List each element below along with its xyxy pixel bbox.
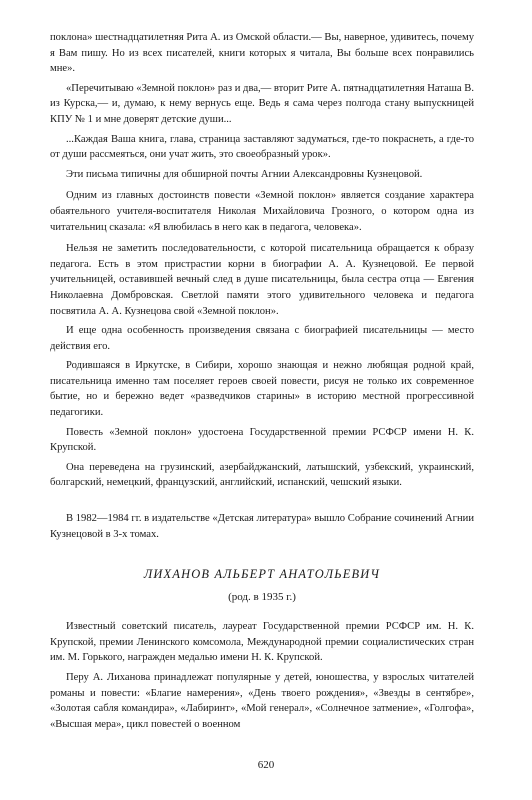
author-years: (род. в 1935 г.) — [228, 591, 296, 604]
author-heading: ЛИХАНОВ АЛЬБЕРТ АНАТОЛЬЕВИЧ — [143, 567, 381, 582]
bio-paragraph: Перу А. Лиханова принадлежат популярные у детей, юношества, у взрослых читателей романы и повести: «Благие намерения», «День твоего рождения», «Звезды в сентябре», «Золотая сабля командира», «Лабиринт», «Мой генерал», «Солнечное затмение», «Голгофа», «Высшая мера», цикл повестей о военном — [50, 672, 474, 730]
body-paragraph: Родившаяся в Иркутске, в Сибири, хорошо знающая и нежно любящая родной край, писательница именно там поселяет героев своей повести, рисуя не только их современное бытие, но и бережно ведет «разведчиков старины» в историю местной прогрессивной педагогики. — [50, 360, 474, 419]
body-paragraph: Одним из главных достоинств повести «Земной поклон» является создание характера обаятельного учителя-воспитателя Николая Михайловича Грозного, о котором одна из читательниц сказала: «Я влюбилась в него как в педагога, человека». — [50, 190, 474, 233]
body-paragraph: Эти письма типичны для обширной почты Агнии Александровны Кузнецовой. — [66, 168, 423, 180]
bio-paragraph: Известный советский писатель, лауреат Государственной премии РСФСР им. Н. К. Крупской, премии Ленинского комсомола, Международной премии социалистических стран им. М. Горького, награжден медалью имени Н. К. Крупской. — [50, 621, 474, 664]
body-paragraph: Повесть «Земной поклон» удостоена Государственной премии РСФСР имени Н. К. Крупской. — [50, 426, 474, 454]
body-paragraph: поклона» шестнадцатилетняя Рита А. из Омской области.— Вы, наверное, удивитесь, почему я Вам пишу. Но из всех писателей, книги которых я читала, Вы больше всех понравились мне». — [50, 32, 474, 75]
body-paragraph: ...Каждая Ваша книга, глава, страница заставляют задуматься, где-то покраснеть, а где-то от души рассмеяться, они учат жить, это своеобразный урок». — [50, 133, 474, 161]
body-paragraph: Она переведена на грузинский, азербайджанский, латышский, узбекский, украинский, болгарский, немецкий, французский, английский, испанский, чешский языки. — [50, 461, 474, 489]
body-paragraph: И еще одна особенность произведения связана с биографией писательницы — место действия его. — [50, 325, 474, 352]
page-number: 620 — [257, 759, 275, 771]
document-page — [50, 30, 474, 732]
body-paragraph: «Перечитываю «Земной поклон» раз и два,— вторит Рите А. пятнадцатилетняя Наташа В. из Курска,— и, думаю, к нему вернусь еще. Ведь я сама через полгода стану выпускницей КПУ № 1 и мне доверят детские души... — [50, 82, 474, 125]
body-paragraph: Нельзя не заметить последовательности, с которой писательница обращается к образу педагога. Есть в этом пристрастии корни в биографии А. А. Кузнецовой. Ее первой учительницей, оставившей вечный след в душе писательницы, была сестра отца — Евгения Николаевна Домбровская. Светлой памяти этого удивительного человека и педагога посвятила А. А. Кузнецова свой «Земной поклон». — [50, 243, 474, 317]
collected-works-note: В 1982—1984 гг. в издательстве «Детская литература» вышло Собрание сочинений Агнии Кузнецовой в 3-х томах. — [50, 513, 474, 540]
